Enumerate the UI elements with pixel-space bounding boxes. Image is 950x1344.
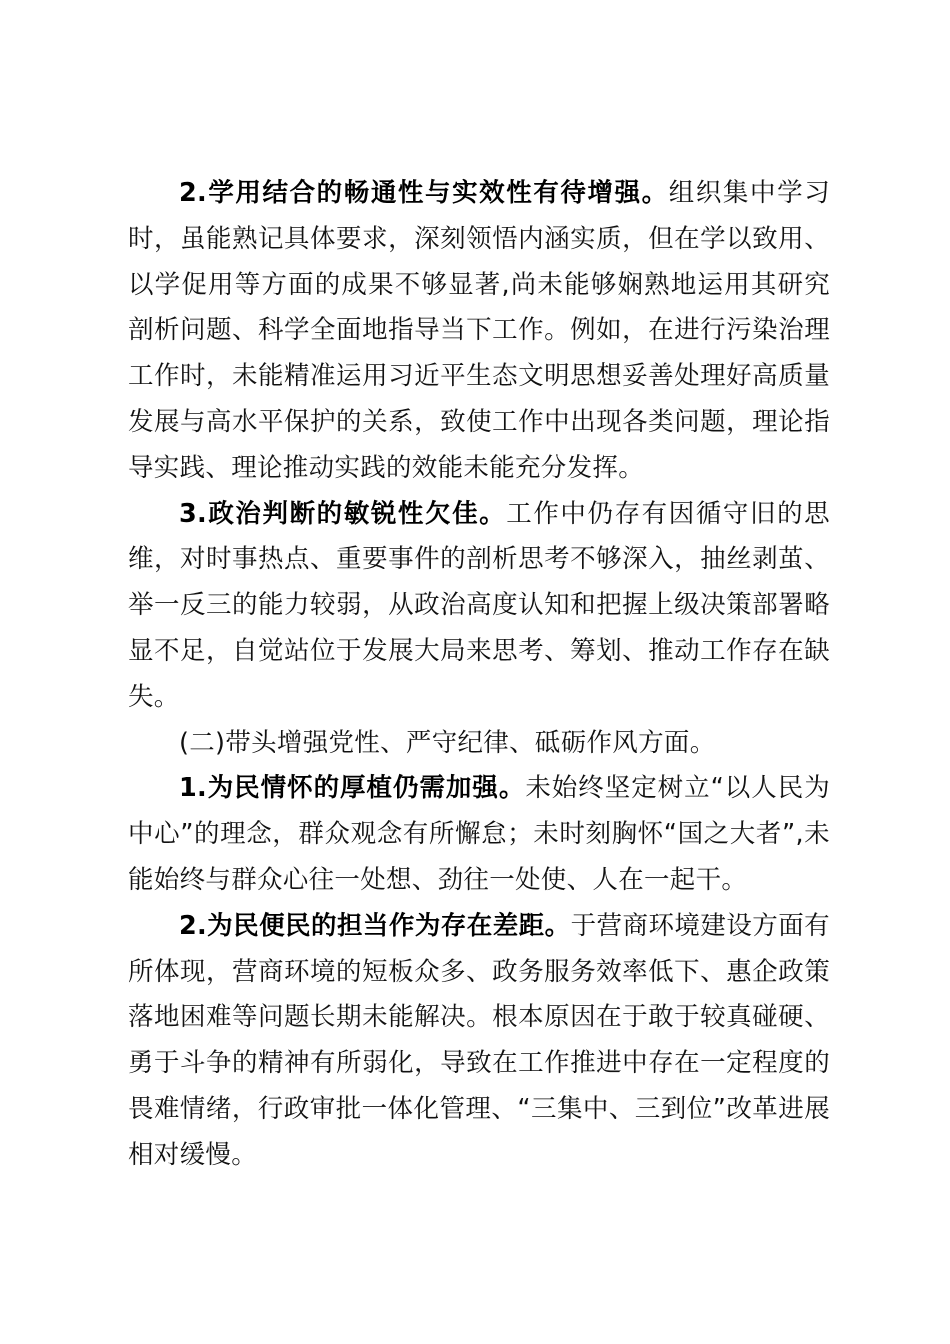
- section-heading-text: (二)带头增强党性、严守纪律、砥砺作风方面。: [179, 727, 716, 758]
- paragraph-heading: 2.学用结合的畅通性与实效性有待增强。: [179, 178, 669, 208]
- paragraph-text: 组织集中学习时，虽能熟记具体要求，深刻领悟内涵实质，但在学以致用、以学促用等方面的成果不够显著,尚未能够娴熟地运用其研究剖析问题、科学全面地指导当下工作。例如，在进行污染治理工作时，未能精准运用习近平生态文明思想妥善处理好高质量发展与高水平保护的关系，致使工作中出现各类问题，理论指导实践、理论推动实践的效能未能充分发挥。: [128, 178, 830, 483]
- paragraph-people-sentiment: [128, 766, 830, 903]
- section-heading-party-discipline: [128, 721, 830, 767]
- paragraph-service-responsibility: [128, 904, 830, 1179]
- paragraph-heading: 1.为民情怀的厚植仍需加强。: [179, 773, 526, 804]
- paragraph-political-judgment: [128, 492, 830, 721]
- paragraph-text: 未始终坚定树立“以人民为中心”的理念，群众观念有所懈怠；未时刻胸怀“国之大者”,未能始终与群众心往一处想、劲往一处使、人在一起干。: [128, 773, 830, 895]
- paragraph-text: 于营商环境建设方面有所体现，营商环境的短板众多、政务服务效率低下、惠企政策落地困难等问题长期未能解决。根本原因在于敢于较真碰硬、勇于斗争的精神有所弱化，导致在工作推进中存在一定程度的畏难情绪，行政审批一体化管理、“三集中、三到位”改革进展相对缓慢。: [128, 910, 830, 1170]
- document-body: [128, 171, 830, 1179]
- paragraph-text: 工作中仍存有因循守旧的思维，对时事热点、重要事件的剖析思考不够深入，抽丝剥茧、举一反三的能力较弱，从政治高度认知和把握上级决策部署略显不足，自觉站位于发展大局来思考、筹划、推动工作存在缺失。: [128, 498, 830, 712]
- paragraph-heading: 3.政治判断的敏锐性欠佳。: [179, 498, 507, 529]
- paragraph-study-application: [128, 171, 830, 492]
- paragraph-heading: 2.为民便民的担当作为存在差距。: [179, 910, 571, 941]
